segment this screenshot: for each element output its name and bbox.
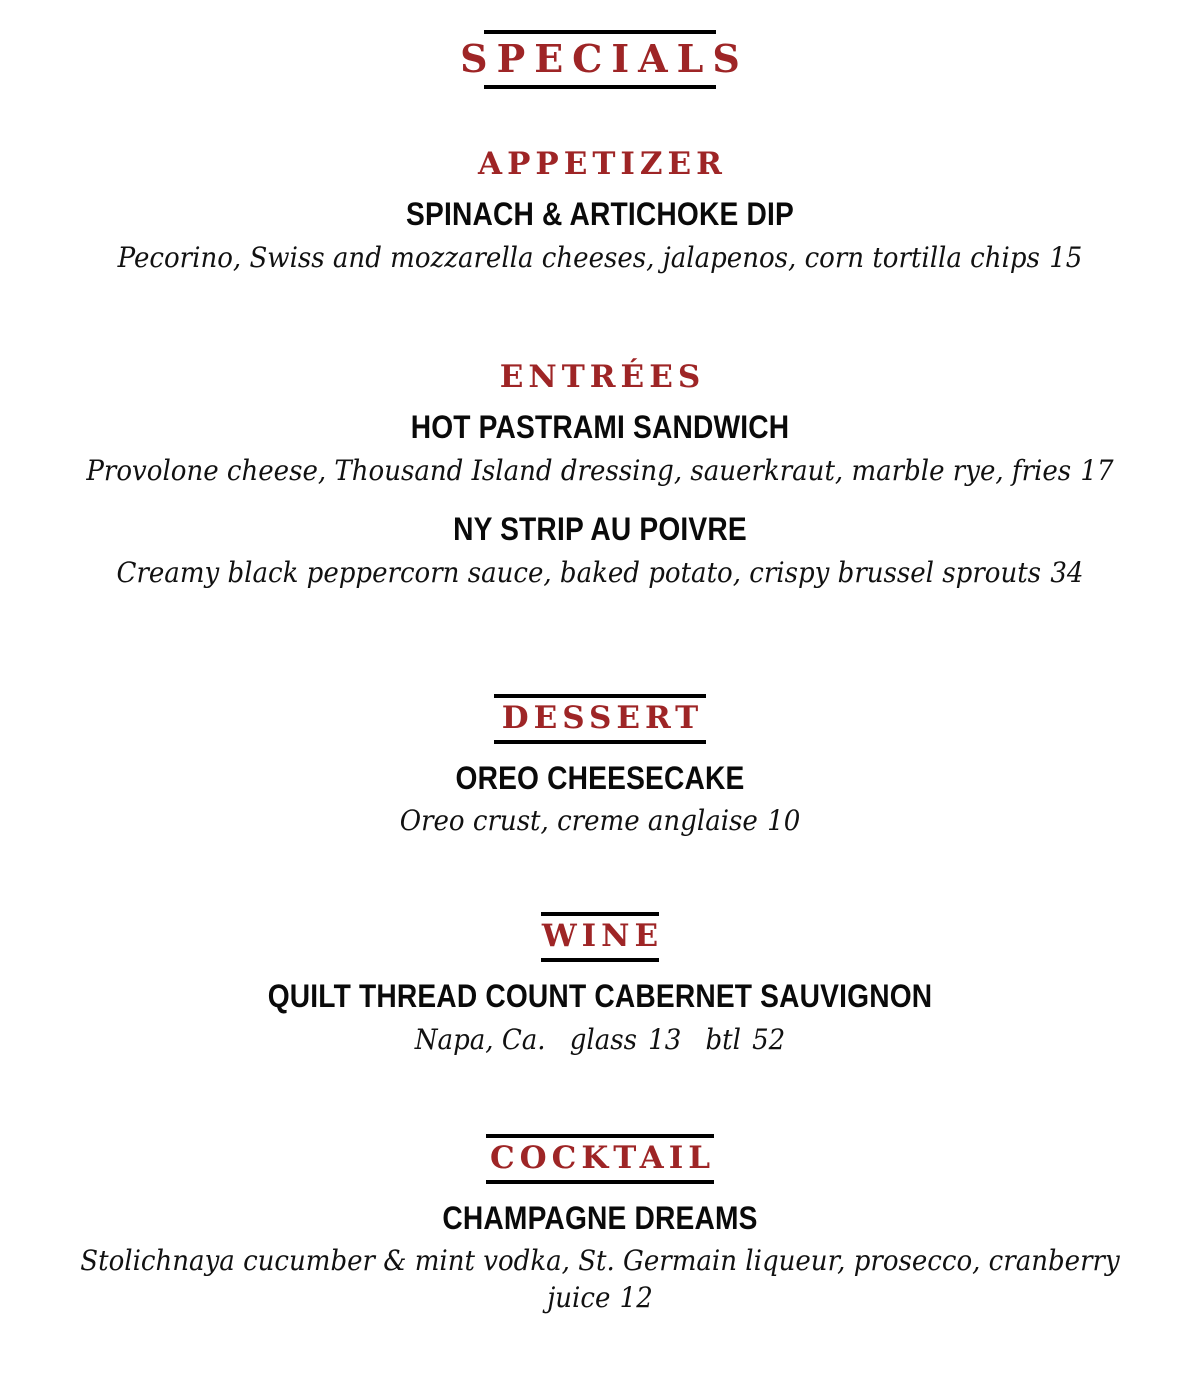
section-dessert <box>0 694 1200 840</box>
menu-item <box>0 409 1200 489</box>
menu-item <box>0 196 1200 276</box>
section-items-dessert <box>0 760 1200 840</box>
section-heading-appetizer: APPETIZER <box>478 146 727 182</box>
title-rule-bottom <box>484 85 716 89</box>
menu-item-description-line <box>42 240 1158 276</box>
wine-meta-line <box>42 1023 1158 1056</box>
section-wine <box>0 912 1200 1056</box>
section-items-cocktail <box>0 1200 1200 1317</box>
menu-item-description: Provolone cheese, Thousand Island dressing, sauerkraut, marble rye, fries <box>86 453 1072 487</box>
menu-item-description: Stolichnaya cucumber & mint vodka, St. Germain liqueur, prosecco, cranberry juice <box>80 1244 1120 1314</box>
section-appetizer <box>0 115 1200 276</box>
section-items-entrees <box>0 409 1200 591</box>
menu-item-name: OREO CHEESECAKE <box>455 759 745 796</box>
menu-item-name: HOT PASTRAMI SANDWICH <box>410 409 790 446</box>
menu-item-description: Pecorino, Swiss and mozzarella cheeses, jalapenos, corn tortilla chips <box>117 240 1040 274</box>
menu-item-price: 15 <box>1049 240 1083 274</box>
page-title: SPECIALS <box>460 36 749 81</box>
menu-item-name: NY STRIP AU POIVRE <box>453 511 747 548</box>
menu-item-description-line <box>42 453 1158 489</box>
section-heading-wine: WINE <box>541 917 664 954</box>
menu-item-price: 12 <box>619 1280 653 1314</box>
menu-page <box>0 30 1200 1316</box>
menu-item-name: SPINACH & ARTICHOKE DIP <box>406 196 794 232</box>
section-entrees <box>0 328 1200 591</box>
wine-bottle-label: btl <box>705 1022 741 1056</box>
menu-item <box>0 760 1200 840</box>
menu-item <box>0 1200 1200 1317</box>
wine-glass-price: 13 <box>648 1022 682 1056</box>
menu-item-description: Oreo crust, creme anglaise <box>399 804 758 838</box>
wine-region: Napa, Ca. <box>414 1022 546 1056</box>
menu-item-name: CHAMPAGNE DREAMS <box>442 1199 758 1236</box>
menu-title-block <box>0 30 1200 89</box>
wine-glass-label: glass <box>569 1022 637 1056</box>
menu-item-price: 34 <box>1050 556 1084 590</box>
menu-item-description: Creamy black peppercorn sauce, baked potato, crispy brussel sprouts <box>116 556 1042 590</box>
menu-item <box>0 978 1200 1056</box>
section-items-appetizer <box>0 196 1200 276</box>
menu-item-description-line <box>42 1243 1158 1316</box>
section-rule-bottom-wine <box>541 958 659 962</box>
section-heading-cocktail: COCKTAIL <box>489 1139 716 1176</box>
section-cocktail <box>0 1134 1200 1317</box>
menu-item-price: 10 <box>767 804 801 838</box>
menu-item-name: QUILT THREAD COUNT CABERNET SAUVIGNON <box>267 977 933 1014</box>
menu-item-description-line <box>42 803 1158 839</box>
section-items-wine <box>0 978 1200 1056</box>
menu-item <box>0 511 1200 591</box>
section-rule-bottom-dessert <box>494 740 706 744</box>
menu-item-description-line <box>42 555 1158 591</box>
wine-bottle-price: 52 <box>752 1022 786 1056</box>
section-rule-bottom-cocktail <box>486 1180 714 1184</box>
menu-item-price: 17 <box>1080 453 1114 487</box>
section-heading-entrees: ENTRÉES <box>499 359 706 396</box>
section-heading-dessert: DESSERT <box>501 699 704 736</box>
